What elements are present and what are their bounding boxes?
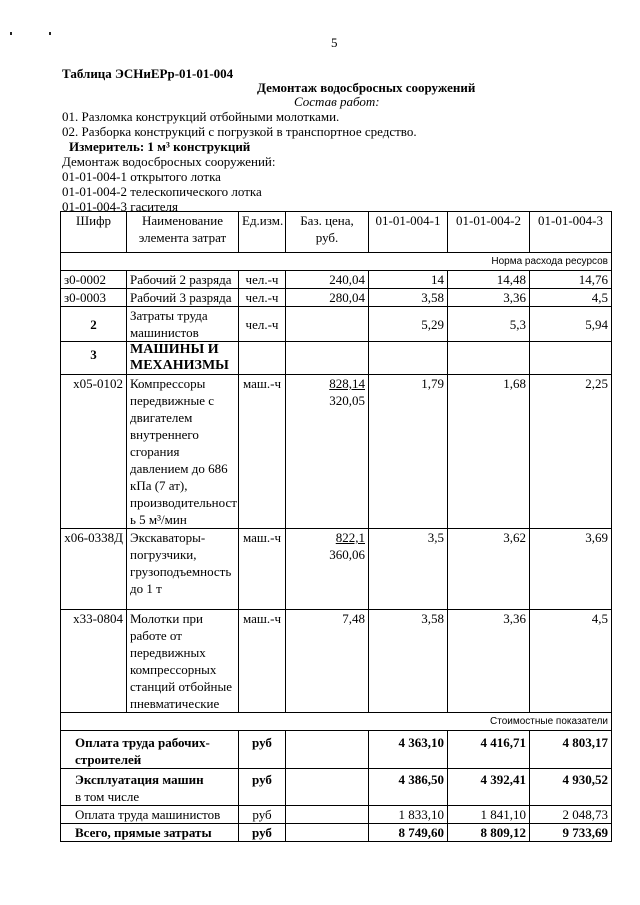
header-col2: 01-01-004-2: [448, 212, 530, 253]
row-code: з0-0002: [61, 271, 127, 289]
cost-v1: 1 833,10: [369, 806, 448, 824]
cost-v3: 4 803,17: [530, 731, 612, 769]
section-row: [61, 342, 612, 375]
row-v2: 3,36: [448, 289, 530, 307]
norm-label-row: [61, 253, 612, 271]
row-name: Затраты труда машинистов: [127, 307, 239, 342]
cost-v2: 8 809,12: [448, 824, 530, 842]
section-name: МАШИНЫ И МЕХАНИЗМЫ: [127, 342, 239, 375]
table-code: Таблица ЭСНиЕРр-01-01-004: [62, 66, 234, 81]
header-col3: 01-01-004-3: [530, 212, 612, 253]
row-v2: 1,68: [448, 375, 530, 529]
header-price: Баз. цена, руб.: [286, 212, 369, 253]
page-number: 5: [331, 35, 338, 50]
row-v3: 4,5: [530, 610, 612, 713]
cost-v3: 9 733,69: [530, 824, 612, 842]
cost-name: Оплата труда машинистов: [61, 806, 239, 824]
table-row: [61, 307, 612, 342]
table-row: [61, 375, 612, 529]
row-v2: 5,3: [448, 307, 530, 342]
cost-name: Всего, прямые затраты: [61, 824, 239, 842]
cost-label-row: [61, 713, 612, 731]
row-v1: 14: [369, 271, 448, 289]
row-name: Молотки при работе от передвижных компрессорных станций отбойные пневматические: [127, 610, 239, 713]
section-code: 3: [61, 342, 127, 375]
scan-mark: [49, 32, 51, 35]
cost-v2: 1 841,10: [448, 806, 530, 824]
row-v1: 3,58: [369, 610, 448, 713]
header-col1: 01-01-004-1: [369, 212, 448, 253]
resource-table: [60, 211, 612, 842]
cost-name: Оплата труда рабочих-строителей: [61, 731, 239, 769]
row-v2: 3,36: [448, 610, 530, 713]
desc-line: Демонтаж водосбросных сооружений:: [62, 154, 276, 169]
table-row: [61, 289, 612, 307]
header-code: Шифр: [61, 212, 127, 253]
cost-name: Эксплуатация машин в том числе: [61, 769, 239, 806]
row-unit: маш.-ч: [239, 375, 286, 529]
row-v1: 1,79: [369, 375, 448, 529]
row-v3: 14,76: [530, 271, 612, 289]
cost-unit: руб: [239, 731, 286, 769]
cost-unit: руб: [239, 824, 286, 842]
table-row: [61, 610, 612, 713]
row-v2: 3,62: [448, 529, 530, 610]
row-v2: 14,48: [448, 271, 530, 289]
header-unit: Ед.изм.: [239, 212, 286, 253]
row-price: 822,1 360,06: [286, 529, 369, 610]
header-name: Наименование элемента затрат: [127, 212, 239, 253]
row-unit: маш.-ч: [239, 610, 286, 713]
table-row: [61, 271, 612, 289]
row-v3: 3,69: [530, 529, 612, 610]
cost-unit: руб: [239, 769, 286, 806]
cost-v1: 4 386,50: [369, 769, 448, 806]
row-name: Рабочий 3 разряда: [127, 289, 239, 307]
cost-row: [61, 824, 612, 842]
row-code: х05-0102: [61, 375, 127, 529]
row-unit: чел.-ч: [239, 289, 286, 307]
row-price: 7,48: [286, 610, 369, 713]
desc-line: 01-01-004-3 гасителя: [62, 199, 178, 214]
row-v3: 4,5: [530, 289, 612, 307]
cost-v2: 4 416,71: [448, 731, 530, 769]
row-v1: 3,58: [369, 289, 448, 307]
cost-row: [61, 769, 612, 806]
work-header: Состав работ:: [294, 94, 380, 109]
row-unit: маш.-ч: [239, 529, 286, 610]
cost-label: Стоимостные показатели: [61, 713, 612, 731]
row-name: Экскаваторы-погрузчики, грузоподъемность до 1 т: [127, 529, 239, 610]
row-price: 280,04: [286, 289, 369, 307]
desc-line: 01-01-004-1 открытого лотка: [62, 169, 221, 184]
row-name: Рабочий 2 разряда: [127, 271, 239, 289]
row-price: [286, 307, 369, 342]
row-code: х33-0804: [61, 610, 127, 713]
cost-v1: 4 363,10: [369, 731, 448, 769]
row-name: Компрессоры передвижные с двигателем внутреннего сгорания давлением до 686 кПа (7 ат), производительност ь 5 м³/мин: [127, 375, 239, 529]
cost-unit: руб: [239, 806, 286, 824]
work-item: 01. Разломка конструкций отбойными молотками.: [62, 109, 340, 124]
cost-v3: 4 930,52: [530, 769, 612, 806]
doc-title: Демонтаж водосбросных сооружений: [257, 80, 476, 95]
row-price: 828,14 320,05: [286, 375, 369, 529]
row-unit: чел.-ч: [239, 307, 286, 342]
cost-v2: 4 392,41: [448, 769, 530, 806]
desc-line: 01-01-004-2 телескопического лотка: [62, 184, 262, 199]
cost-v1: 8 749,60: [369, 824, 448, 842]
row-code: х06-0338Д: [61, 529, 127, 610]
row-v1: 5,29: [369, 307, 448, 342]
row-v1: 3,5: [369, 529, 448, 610]
cost-row: [61, 806, 612, 824]
header-row: [61, 212, 612, 253]
row-unit: чел.-ч: [239, 271, 286, 289]
cost-row: [61, 731, 612, 769]
row-price: 240,04: [286, 271, 369, 289]
cost-v3: 2 048,73: [530, 806, 612, 824]
table-row: [61, 529, 612, 610]
row-code: 2: [61, 307, 127, 342]
scan-mark: [10, 32, 12, 35]
row-v3: 2,25: [530, 375, 612, 529]
row-v3: 5,94: [530, 307, 612, 342]
norm-label: Норма расхода ресурсов: [61, 253, 612, 271]
measure: Измеритель: 1 м³ конструкций: [69, 139, 251, 154]
row-code: з0-0003: [61, 289, 127, 307]
work-item: 02. Разборка конструкций с погрузкой в транспортное средство.: [62, 124, 417, 139]
